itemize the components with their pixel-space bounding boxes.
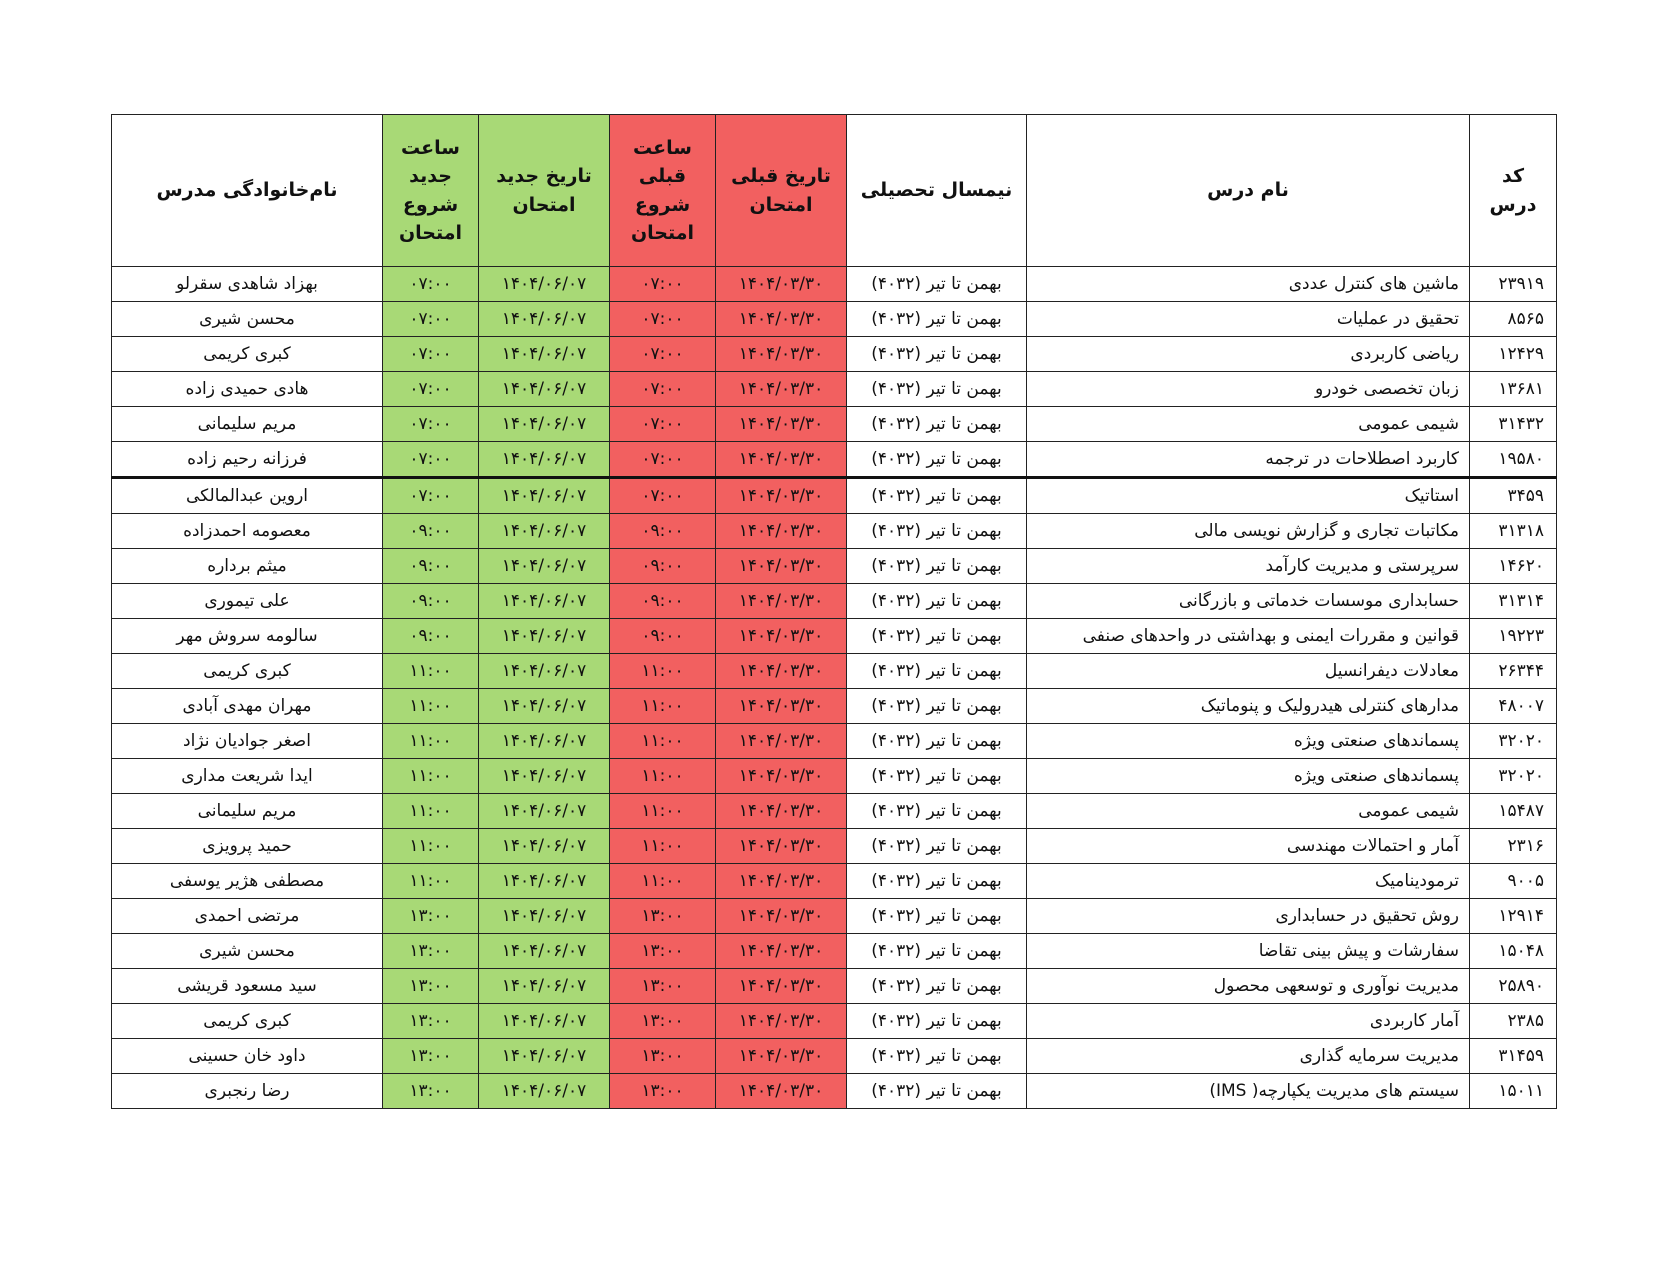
cell-name: ریاضی کاربردی — [1027, 337, 1470, 372]
cell-new-date: ۱۴۰۴/۰۶/۰۷ — [479, 759, 610, 794]
cell-old-date: ۱۴۰۴/۰۳/۳۰ — [716, 654, 847, 689]
cell-semester: بهمن تا تیر (۴۰۳۲) — [847, 584, 1027, 619]
cell-name: زبان تخصصی خودرو — [1027, 372, 1470, 407]
table-row — [112, 864, 1557, 899]
table-row — [112, 267, 1557, 302]
cell-old-date: ۱۴۰۴/۰۳/۳۰ — [716, 584, 847, 619]
cell-new-date: ۱۴۰۴/۰۶/۰۷ — [479, 442, 610, 478]
cell-old-time: ۱۱:۰۰ — [610, 829, 716, 864]
cell-new-date: ۱۴۰۴/۰۶/۰۷ — [479, 1004, 610, 1039]
table-row — [112, 372, 1557, 407]
table-row — [112, 759, 1557, 794]
cell-old-time: ۱۳:۰۰ — [610, 899, 716, 934]
cell-new-time: ۰۷:۰۰ — [383, 478, 479, 514]
table-row — [112, 514, 1557, 549]
cell-old-date: ۱۴۰۴/۰۳/۳۰ — [716, 478, 847, 514]
cell-new-time: ۰۹:۰۰ — [383, 549, 479, 584]
cell-new-date: ۱۴۰۴/۰۶/۰۷ — [479, 969, 610, 1004]
cell-old-date: ۱۴۰۴/۰۳/۳۰ — [716, 372, 847, 407]
cell-new-time: ۰۷:۰۰ — [383, 302, 479, 337]
cell-new-time: ۱۱:۰۰ — [383, 724, 479, 759]
cell-old-date: ۱۴۰۴/۰۳/۳۰ — [716, 302, 847, 337]
cell-new-time: ۱۳:۰۰ — [383, 934, 479, 969]
cell-instructor: هادی حمیدی زاده — [112, 372, 383, 407]
cell-new-date: ۱۴۰۴/۰۶/۰۷ — [479, 864, 610, 899]
cell-new-date: ۱۴۰۴/۰۶/۰۷ — [479, 337, 610, 372]
table-row — [112, 407, 1557, 442]
cell-name: شیمی عمومی — [1027, 407, 1470, 442]
cell-name: سفارشات و پیش بینی تقاضا — [1027, 934, 1470, 969]
cell-old-time: ۰۷:۰۰ — [610, 442, 716, 478]
cell-semester: بهمن تا تیر (۴۰۳۲) — [847, 514, 1027, 549]
cell-code: ۱۴۶۲۰ — [1470, 549, 1557, 584]
table-row — [112, 794, 1557, 829]
cell-code: ۲۶۳۴۴ — [1470, 654, 1557, 689]
cell-old-date: ۱۴۰۴/۰۳/۳۰ — [716, 1039, 847, 1074]
cell-code: ۲۳۸۵ — [1470, 1004, 1557, 1039]
cell-code: ۳۲۰۲۰ — [1470, 724, 1557, 759]
cell-semester: بهمن تا تیر (۴۰۳۲) — [847, 407, 1027, 442]
cell-name: کاربرد اصطلاحات در ترجمه — [1027, 442, 1470, 478]
table-row — [112, 654, 1557, 689]
cell-instructor: رضا رنجبری — [112, 1074, 383, 1109]
cell-instructor: سالومه سروش مهر — [112, 619, 383, 654]
cell-code: ۱۹۵۸۰ — [1470, 442, 1557, 478]
cell-new-date: ۱۴۰۴/۰۶/۰۷ — [479, 549, 610, 584]
cell-code: ۹۰۰۵ — [1470, 864, 1557, 899]
cell-old-date: ۱۴۰۴/۰۳/۳۰ — [716, 899, 847, 934]
cell-new-date: ۱۴۰۴/۰۶/۰۷ — [479, 724, 610, 759]
header-semester: نیمسال تحصیلی — [847, 115, 1027, 267]
cell-old-date: ۱۴۰۴/۰۳/۳۰ — [716, 407, 847, 442]
cell-old-date: ۱۴۰۴/۰۳/۳۰ — [716, 759, 847, 794]
cell-code: ۲۳۹۱۹ — [1470, 267, 1557, 302]
cell-old-date: ۱۴۰۴/۰۳/۳۰ — [716, 724, 847, 759]
cell-code: ۲۵۸۹۰ — [1470, 969, 1557, 1004]
cell-instructor: معصومه احمدزاده — [112, 514, 383, 549]
cell-name: آمار کاربردی — [1027, 1004, 1470, 1039]
header-new-date: تاریخ جدید امتحان — [479, 115, 610, 267]
cell-old-date: ۱۴۰۴/۰۳/۳۰ — [716, 689, 847, 724]
cell-semester: بهمن تا تیر (۴۰۳۲) — [847, 794, 1027, 829]
cell-old-time: ۰۹:۰۰ — [610, 619, 716, 654]
cell-old-time: ۱۱:۰۰ — [610, 689, 716, 724]
cell-old-date: ۱۴۰۴/۰۳/۳۰ — [716, 934, 847, 969]
header-instructor: نام‌خانوادگی مدرس — [112, 115, 383, 267]
table-row — [112, 829, 1557, 864]
cell-semester: بهمن تا تیر (۴۰۳۲) — [847, 759, 1027, 794]
cell-semester: بهمن تا تیر (۴۰۳۲) — [847, 337, 1027, 372]
cell-semester: بهمن تا تیر (۴۰۳۲) — [847, 372, 1027, 407]
cell-new-time: ۱۱:۰۰ — [383, 864, 479, 899]
table-body — [112, 267, 1557, 1109]
cell-name: شیمی عمومی — [1027, 794, 1470, 829]
cell-code: ۳۲۰۲۰ — [1470, 759, 1557, 794]
cell-name: پسماندهای صنعتی ویژه — [1027, 759, 1470, 794]
cell-instructor: مصطفی هژیر یوسفی — [112, 864, 383, 899]
cell-semester: بهمن تا تیر (۴۰۳۲) — [847, 1039, 1027, 1074]
cell-new-date: ۱۴۰۴/۰۶/۰۷ — [479, 689, 610, 724]
cell-semester: بهمن تا تیر (۴۰۳۲) — [847, 267, 1027, 302]
cell-old-time: ۱۳:۰۰ — [610, 969, 716, 1004]
cell-new-time: ۱۱:۰۰ — [383, 829, 479, 864]
cell-instructor: محسن شیری — [112, 302, 383, 337]
table-row — [112, 1004, 1557, 1039]
cell-name: آمار و احتمالات مهندسی — [1027, 829, 1470, 864]
cell-name: معادلات دیفرانسیل — [1027, 654, 1470, 689]
header-row — [112, 115, 1557, 267]
cell-new-time: ۰۷:۰۰ — [383, 267, 479, 302]
cell-instructor: بهزاد شاهدی سقرلو — [112, 267, 383, 302]
cell-new-time: ۰۷:۰۰ — [383, 337, 479, 372]
cell-new-date: ۱۴۰۴/۰۶/۰۷ — [479, 267, 610, 302]
header-code: کد درس — [1470, 115, 1557, 267]
table-row — [112, 899, 1557, 934]
cell-new-date: ۱۴۰۴/۰۶/۰۷ — [479, 829, 610, 864]
cell-new-time: ۰۹:۰۰ — [383, 514, 479, 549]
cell-name: ترمودینامیک — [1027, 864, 1470, 899]
cell-instructor: مرتضی احمدی — [112, 899, 383, 934]
cell-semester: بهمن تا تیر (۴۰۳۲) — [847, 689, 1027, 724]
header-new-time: ساعت جدید شروع امتحان — [383, 115, 479, 267]
cell-semester: بهمن تا تیر (۴۰۳۲) — [847, 302, 1027, 337]
cell-name: تحقیق در عملیات — [1027, 302, 1470, 337]
cell-semester: بهمن تا تیر (۴۰۳۲) — [847, 934, 1027, 969]
cell-old-time: ۱۳:۰۰ — [610, 934, 716, 969]
cell-old-time: ۱۳:۰۰ — [610, 1004, 716, 1039]
cell-code: ۴۸۰۰۷ — [1470, 689, 1557, 724]
cell-instructor: کبری کریمی — [112, 654, 383, 689]
exam-schedule-table — [111, 114, 1557, 1109]
cell-instructor: مریم سلیمانی — [112, 407, 383, 442]
table-row — [112, 934, 1557, 969]
cell-code: ۸۵۶۵ — [1470, 302, 1557, 337]
cell-new-date: ۱۴۰۴/۰۶/۰۷ — [479, 407, 610, 442]
cell-old-date: ۱۴۰۴/۰۳/۳۰ — [716, 442, 847, 478]
cell-old-time: ۱۱:۰۰ — [610, 759, 716, 794]
table-row — [112, 337, 1557, 372]
cell-old-date: ۱۴۰۴/۰۳/۳۰ — [716, 864, 847, 899]
cell-name: استاتیک — [1027, 478, 1470, 514]
cell-new-time: ۰۷:۰۰ — [383, 372, 479, 407]
table-row — [112, 302, 1557, 337]
cell-old-date: ۱۴۰۴/۰۳/۳۰ — [716, 794, 847, 829]
cell-new-time: ۱۳:۰۰ — [383, 1074, 479, 1109]
cell-code: ۱۲۴۲۹ — [1470, 337, 1557, 372]
cell-semester: بهمن تا تیر (۴۰۳۲) — [847, 969, 1027, 1004]
cell-new-date: ۱۴۰۴/۰۶/۰۷ — [479, 619, 610, 654]
cell-name: روش تحقیق در حسابداری — [1027, 899, 1470, 934]
cell-new-time: ۱۱:۰۰ — [383, 689, 479, 724]
cell-new-time: ۱۱:۰۰ — [383, 794, 479, 829]
table-row — [112, 1039, 1557, 1074]
cell-old-time: ۱۱:۰۰ — [610, 654, 716, 689]
cell-code: ۲۳۱۶ — [1470, 829, 1557, 864]
cell-code: ۱۳۶۸۱ — [1470, 372, 1557, 407]
cell-code: ۱۵۴۸۷ — [1470, 794, 1557, 829]
cell-name: مدیریت نوآوری و توسعهی محصول — [1027, 969, 1470, 1004]
cell-new-time: ۱۱:۰۰ — [383, 759, 479, 794]
cell-instructor: داود خان حسینی — [112, 1039, 383, 1074]
cell-old-date: ۱۴۰۴/۰۳/۳۰ — [716, 1074, 847, 1109]
cell-name: مدارهای کنترلی هیدرولیک و پنوماتیک — [1027, 689, 1470, 724]
cell-instructor: کبری کریمی — [112, 1004, 383, 1039]
cell-old-time: ۰۷:۰۰ — [610, 302, 716, 337]
cell-old-time: ۱۱:۰۰ — [610, 794, 716, 829]
cell-new-date: ۱۴۰۴/۰۶/۰۷ — [479, 934, 610, 969]
table-row — [112, 478, 1557, 514]
cell-new-date: ۱۴۰۴/۰۶/۰۷ — [479, 302, 610, 337]
cell-old-time: ۰۷:۰۰ — [610, 372, 716, 407]
cell-new-date: ۱۴۰۴/۰۶/۰۷ — [479, 372, 610, 407]
cell-semester: بهمن تا تیر (۴۰۳۲) — [847, 442, 1027, 478]
cell-instructor: کبری کریمی — [112, 337, 383, 372]
cell-semester: بهمن تا تیر (۴۰۳۲) — [847, 864, 1027, 899]
table-row — [112, 549, 1557, 584]
cell-old-date: ۱۴۰۴/۰۳/۳۰ — [716, 549, 847, 584]
cell-name: مکاتبات تجاری و گزارش نویسی مالی — [1027, 514, 1470, 549]
cell-old-time: ۰۹:۰۰ — [610, 514, 716, 549]
cell-code: ۳۱۴۵۹ — [1470, 1039, 1557, 1074]
cell-code: ۱۵۰۴۸ — [1470, 934, 1557, 969]
cell-instructor: مریم سلیمانی — [112, 794, 383, 829]
cell-new-time: ۱۳:۰۰ — [383, 899, 479, 934]
cell-code: ۳۱۴۳۲ — [1470, 407, 1557, 442]
cell-semester: بهمن تا تیر (۴۰۳۲) — [847, 1004, 1027, 1039]
cell-old-time: ۱۱:۰۰ — [610, 724, 716, 759]
table-row — [112, 1074, 1557, 1109]
cell-new-date: ۱۴۰۴/۰۶/۰۷ — [479, 794, 610, 829]
cell-old-time: ۱۱:۰۰ — [610, 864, 716, 899]
cell-new-date: ۱۴۰۴/۰۶/۰۷ — [479, 584, 610, 619]
cell-new-time: ۰۹:۰۰ — [383, 619, 479, 654]
cell-instructor: ایدا شریعت مداری — [112, 759, 383, 794]
cell-semester: بهمن تا تیر (۴۰۳۲) — [847, 619, 1027, 654]
cell-instructor: اصغر جوادیان نژاد — [112, 724, 383, 759]
cell-new-time: ۱۳:۰۰ — [383, 1039, 479, 1074]
table-row — [112, 584, 1557, 619]
cell-semester: بهمن تا تیر (۴۰۳۲) — [847, 829, 1027, 864]
cell-instructor: اروین عبدالمالکی — [112, 478, 383, 514]
cell-semester: بهمن تا تیر (۴۰۳۲) — [847, 724, 1027, 759]
cell-instructor: مهران مهدی آبادی — [112, 689, 383, 724]
cell-old-date: ۱۴۰۴/۰۳/۳۰ — [716, 969, 847, 1004]
cell-old-time: ۰۹:۰۰ — [610, 549, 716, 584]
cell-new-time: ۱۱:۰۰ — [383, 654, 479, 689]
cell-name: سرپرستی و مدیریت کارآمد — [1027, 549, 1470, 584]
cell-old-date: ۱۴۰۴/۰۳/۳۰ — [716, 514, 847, 549]
header-course-name: نام درس — [1027, 115, 1470, 267]
cell-new-date: ۱۴۰۴/۰۶/۰۷ — [479, 1039, 610, 1074]
cell-instructor: حمید پرویزی — [112, 829, 383, 864]
cell-semester: بهمن تا تیر (۴۰۳۲) — [847, 899, 1027, 934]
cell-name: سیستم های مدیریت یکپارچه( IMS) — [1027, 1074, 1470, 1109]
cell-semester: بهمن تا تیر (۴۰۳۲) — [847, 654, 1027, 689]
cell-old-time: ۰۷:۰۰ — [610, 478, 716, 514]
cell-old-date: ۱۴۰۴/۰۳/۳۰ — [716, 267, 847, 302]
cell-new-date: ۱۴۰۴/۰۶/۰۷ — [479, 478, 610, 514]
cell-new-time: ۰۹:۰۰ — [383, 584, 479, 619]
table-row — [112, 619, 1557, 654]
cell-old-date: ۱۴۰۴/۰۳/۳۰ — [716, 619, 847, 654]
cell-old-time: ۰۷:۰۰ — [610, 267, 716, 302]
cell-instructor: فرزانه رحیم زاده — [112, 442, 383, 478]
cell-code: ۱۵۰۱۱ — [1470, 1074, 1557, 1109]
cell-old-time: ۱۳:۰۰ — [610, 1074, 716, 1109]
cell-new-date: ۱۴۰۴/۰۶/۰۷ — [479, 654, 610, 689]
cell-code: ۳۱۳۱۴ — [1470, 584, 1557, 619]
cell-instructor: میثم برداره — [112, 549, 383, 584]
cell-old-date: ۱۴۰۴/۰۳/۳۰ — [716, 829, 847, 864]
cell-code: ۱۹۲۲۳ — [1470, 619, 1557, 654]
cell-semester: بهمن تا تیر (۴۰۳۲) — [847, 549, 1027, 584]
cell-new-date: ۱۴۰۴/۰۶/۰۷ — [479, 1074, 610, 1109]
cell-new-time: ۱۳:۰۰ — [383, 1004, 479, 1039]
cell-new-date: ۱۴۰۴/۰۶/۰۷ — [479, 899, 610, 934]
cell-name: قوانین و مقررات ایمنی و بهداشتی در واحدهای صنفی — [1027, 619, 1470, 654]
cell-new-date: ۱۴۰۴/۰۶/۰۷ — [479, 514, 610, 549]
cell-new-time: ۰۷:۰۰ — [383, 442, 479, 478]
cell-old-date: ۱۴۰۴/۰۳/۳۰ — [716, 337, 847, 372]
cell-name: پسماندهای صنعتی ویژه — [1027, 724, 1470, 759]
cell-code: ۳۴۵۹ — [1470, 478, 1557, 514]
cell-instructor: محسن شیری — [112, 934, 383, 969]
table-row — [112, 969, 1557, 1004]
table-row — [112, 442, 1557, 478]
table-row — [112, 689, 1557, 724]
cell-semester: بهمن تا تیر (۴۰۳۲) — [847, 478, 1027, 514]
cell-new-time: ۰۷:۰۰ — [383, 407, 479, 442]
cell-old-time: ۰۷:۰۰ — [610, 337, 716, 372]
cell-code: ۳۱۳۱۸ — [1470, 514, 1557, 549]
table-row — [112, 724, 1557, 759]
cell-old-time: ۰۷:۰۰ — [610, 407, 716, 442]
header-old-date: تاریخ قبلی امتحان — [716, 115, 847, 267]
cell-code: ۱۲۹۱۴ — [1470, 899, 1557, 934]
cell-new-time: ۱۳:۰۰ — [383, 969, 479, 1004]
table-header — [112, 115, 1557, 267]
cell-old-time: ۰۹:۰۰ — [610, 584, 716, 619]
cell-old-time: ۱۳:۰۰ — [610, 1039, 716, 1074]
cell-name: ماشین های کنترل عددی — [1027, 267, 1470, 302]
cell-name: حسابداری موسسات خدماتی و بازرگانی — [1027, 584, 1470, 619]
header-old-time: ساعت قبلی شروع امتحان — [610, 115, 716, 267]
cell-instructor: سید مسعود قریشی — [112, 969, 383, 1004]
cell-name: مدیریت سرمایه گذاری — [1027, 1039, 1470, 1074]
cell-semester: بهمن تا تیر (۴۰۳۲) — [847, 1074, 1027, 1109]
cell-instructor: علی تیموری — [112, 584, 383, 619]
cell-old-date: ۱۴۰۴/۰۳/۳۰ — [716, 1004, 847, 1039]
